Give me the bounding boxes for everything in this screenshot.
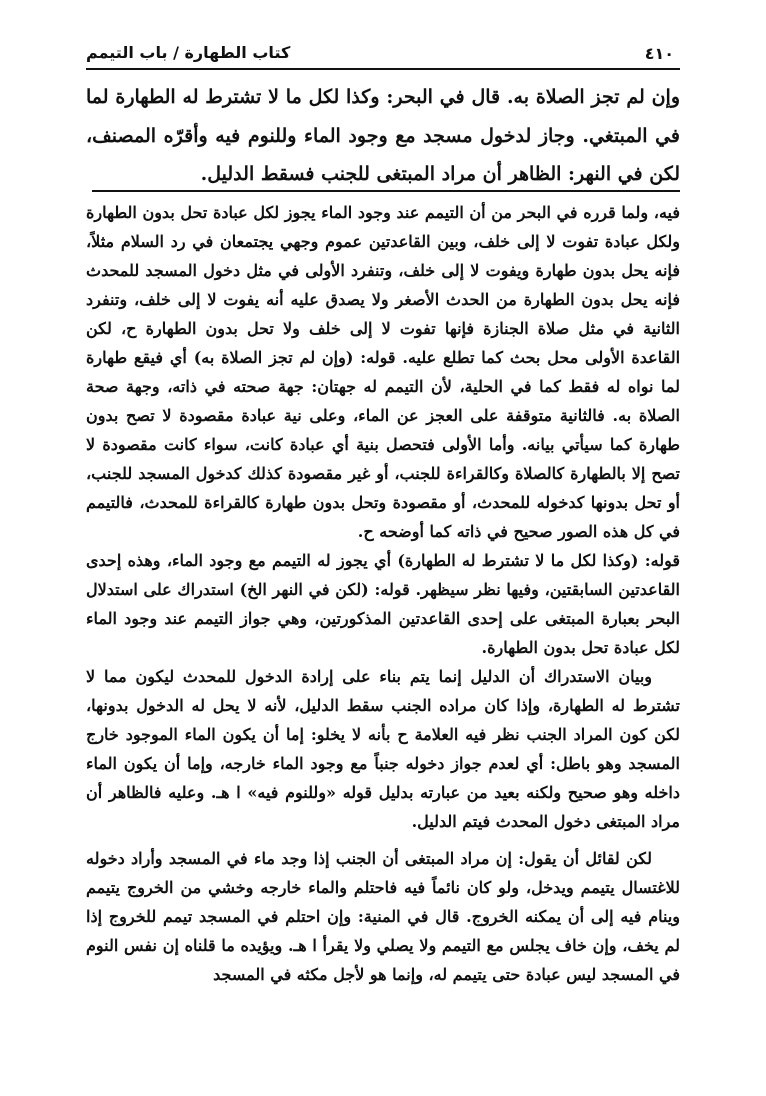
header-divider xyxy=(86,68,680,70)
commentary xyxy=(86,198,680,989)
text-commentary-divider xyxy=(92,190,680,192)
paragraph-text: فيه، ولما قرره في البحر من أن التيمم عند وجود الماء يجوز لكل عبادة تحل بدون الطهارة ولكل عبادة تفوت لا إلى خلف، وبين القاعدتين عموم وجهي يجتمعان في رد السلام مثلاً، فإنه يحل بدون طهارة ويفوت لا إلى خلف، وتنفرد الأولى في مثل دخول المسجد للمحدث فإنه يحل بدون الطهارة من الحدث الأصغر ولا يصدق عليه أنه يفوت لا إلى خلف، وتنفرد الثانية في مثل صلاة الجنازة فإنها تفوت لا إلى خلف ولا تحل بدون الطهارة ح، لكن القاعدة الأولى محل بحث كما تطلع عليه. قوله: xyxy=(86,203,681,367)
paragraph-text: أي يجوز له التيمم مع وجود الماء، وهذه إحدى القاعدتين السابقتين، وفيها نظر سيظهر. قوله: xyxy=(86,551,680,599)
paragraph-text: وبيان الاستدراك أن الدليل إنما يتم بناء على إرادة الدخول للمحدث ليكون مما لا تشترط له الطهارة، وإذا كان مراده الجنب سقط الدليل، لأنه لا يحل له الدخول بدونها، لكن كون المراد الجنب نظر فيه العلامة ح بأنه لا يخلو: إما أن يكون الماء الموجود خارج المسجد وهو باطل: أي لعدم جواز دخوله جنباً مع وجود الماء خارجه، وإما أن يكون الماء داخله وهو صحيح ولكنه بعيد من عبارته بدليل قوله «وللنوم فيه» ا هـ. وعليه فالظاهر أن مراد المبتغى دخول المحدث فيتم الدليل. xyxy=(86,667,680,831)
quoted-lemma: (لكن في النهر الخ) xyxy=(239,580,369,599)
commentary-paragraph xyxy=(86,662,680,836)
page-number: ٤١٠ xyxy=(644,44,674,63)
paragraph-text: أي فيقع طهارة لما نواه له فقط كما في الحلية، لأن التيمم له جهتان: جهة صحته في ذاته، وجهة صحة الصلاة به. فالثانية متوقفة على العجز عن الماء، وعلى نية عبادة مقصودة لا تصح بدون طهارة كما سيأتي بيانه. وأما الأولى فتحصل بنية أي عبادة كانت، سواء كانت مقصودة لا تصح إلا بالطهارة كالصلاة وكالقراءة للجنب، أو غير مقصودة كذلك كدخول المسجد للجنب، أو تحل بدونها كدخوله للمحدث، أو مقصودة وتحل بدون طهارة كالقراءة للمحدث، فالتيمم في كل هذه الصور صحيح في ذاته كما أوضحه ح. xyxy=(86,348,680,541)
paragraph-text: لكن لقائل أن يقول: إن مراد المبتغى أن الجنب إذا وجد ماء في المسجد وأراد دخوله للاغتسال يتيمم ويدخل، ولو كان نائماً فيه فاحتلم والماء خارجه وخشي من الخروج يتيمم وينام فيه إلى أن يمكنه الخروج. قال في المنية: وإن احتلم في المسجد تيمم للخروج إذا لم يخف، وإن خاف يجلس مع التيمم ولا يصلي ولا يقرأ ا هـ. ويؤيده ما قلناه إن نفس النوم في المسجد ليس عبادة حتى يتيمم له، وإنما هو لأجل مكثه في المسجد xyxy=(86,849,680,984)
quoted-lemma: (وكذا لكل ما لا تشترط له الطهارة) xyxy=(397,551,639,570)
chapter-title: كتاب الطهارة / باب التيمم xyxy=(86,43,291,62)
paragraph-text: استدراك على استدلال البحر بعبارة المبتغى على إحدى القاعدتين المذكورتين، وهي جواز التيمم عند وجود الماء لكل عبادة تحل بدون الطهارة. xyxy=(86,580,680,657)
commentary-paragraph xyxy=(86,198,680,546)
paragraph-text: قوله: xyxy=(638,551,680,570)
commentary-paragraph xyxy=(86,546,680,662)
commentary-paragraph xyxy=(86,844,680,989)
main-text: وإن لم تجز الصلاة به. قال في البحر: وكذا لكل ما لا تشترط له الطهارة لما في المبتغي. وجاز لدخول مسجد مع وجود الماء وللنوم فيه وأقرّه المصنف، لكن في النهر: الظاهر أن مراد المبتغى للجنب فسقط الدليل. xyxy=(86,86,681,185)
running-header xyxy=(86,40,680,68)
quoted-lemma: (وإن لم تجز الصلاة به) xyxy=(193,348,354,367)
